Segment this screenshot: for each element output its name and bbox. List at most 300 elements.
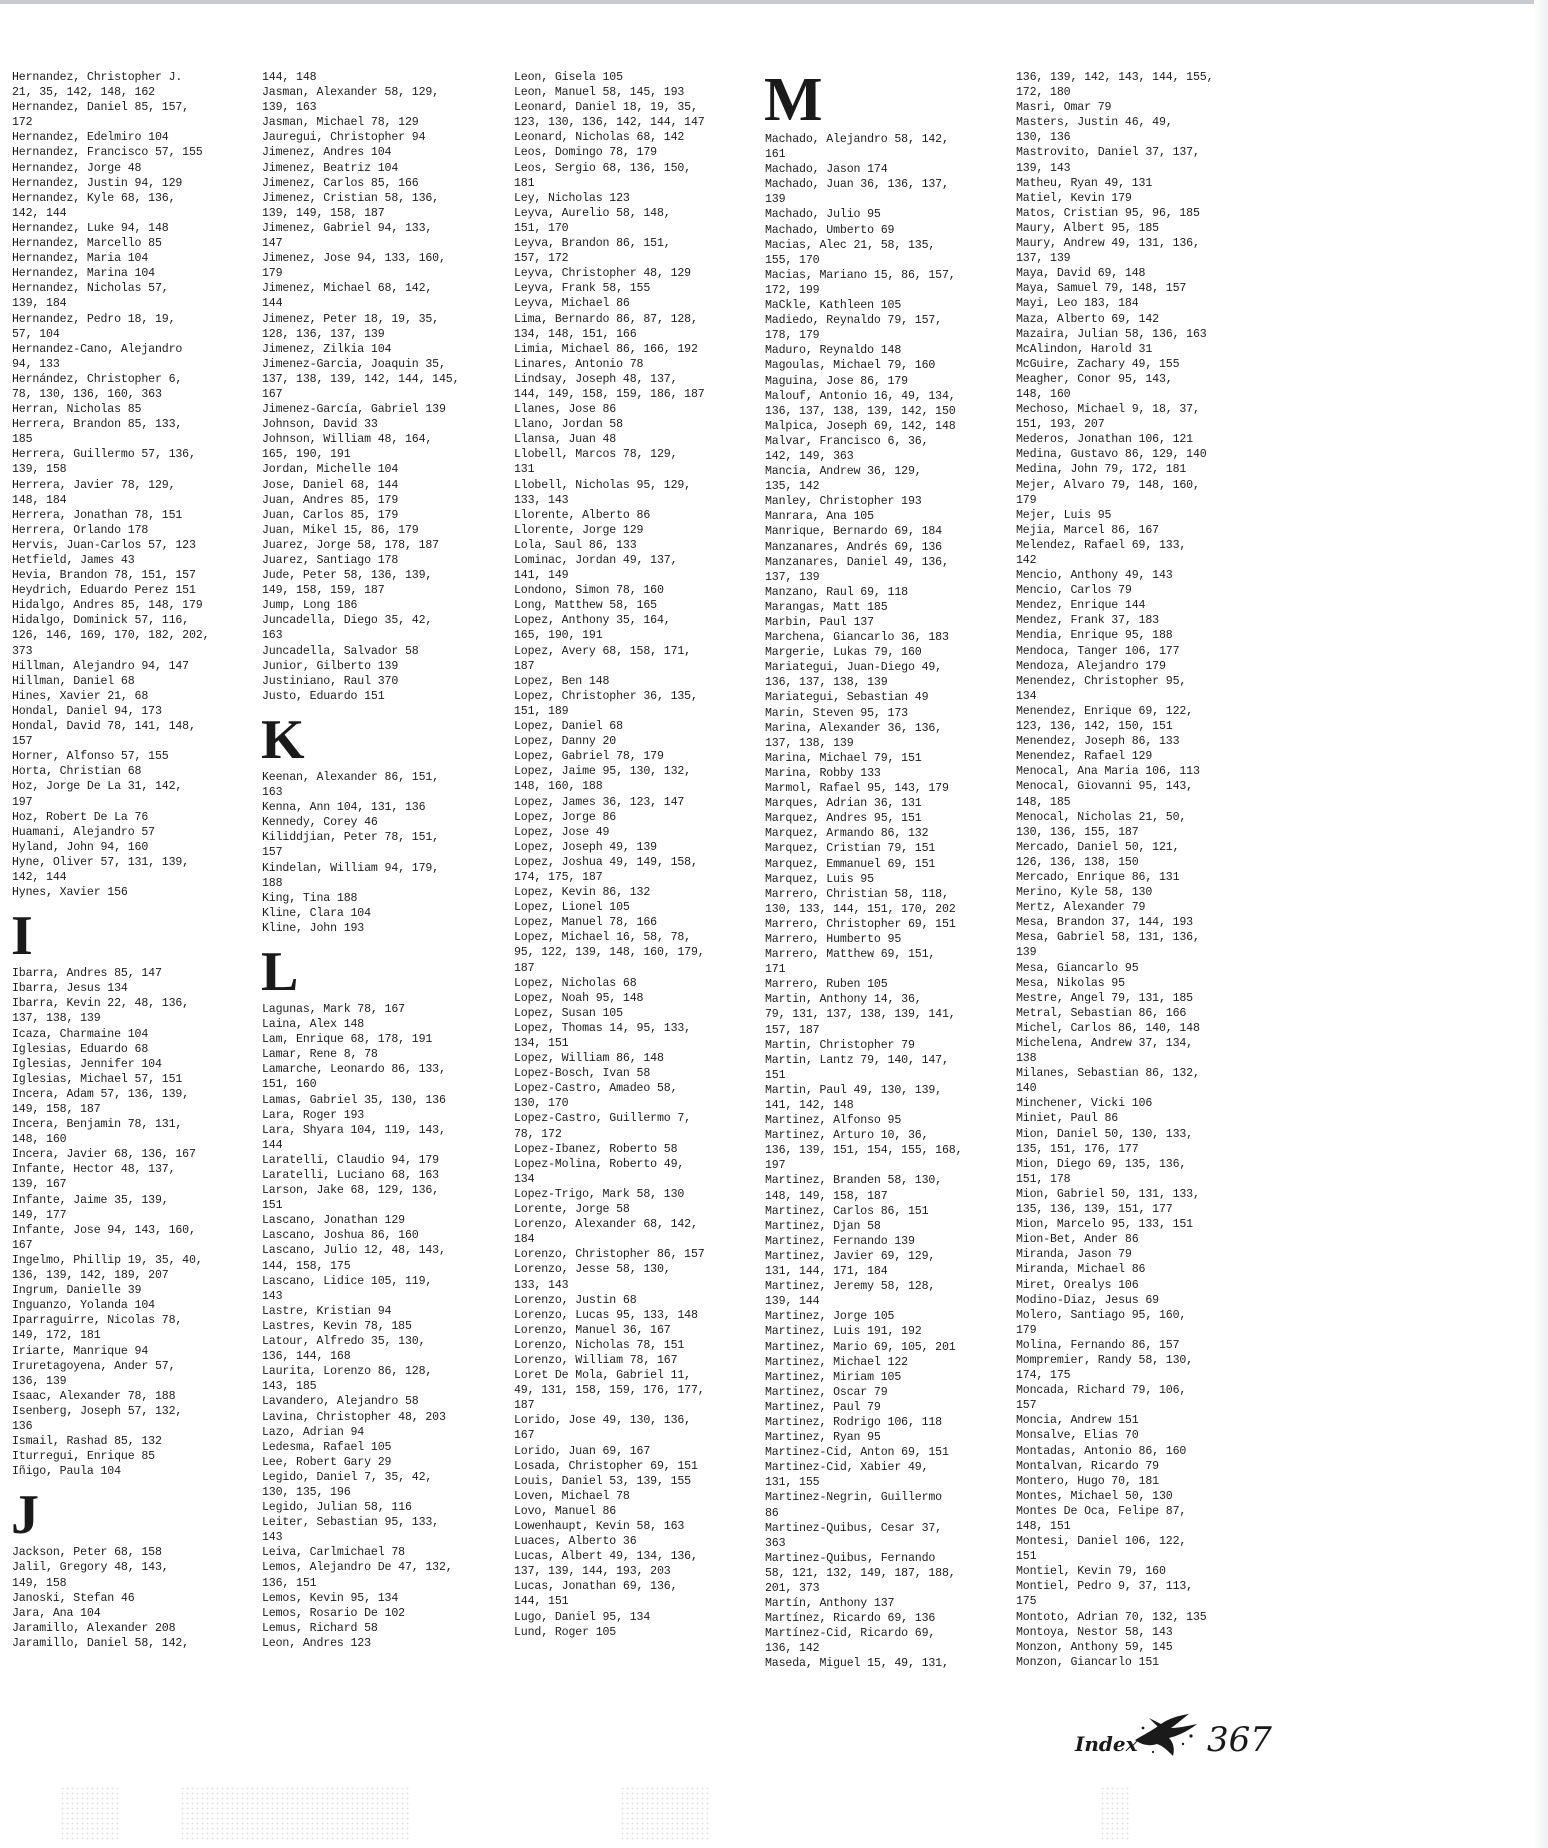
entry-text: Meagher, Conor 95, 143,	[1016, 372, 1173, 386]
entry-continuation: 187	[514, 659, 535, 673]
entry-continuation: 134, 148, 151, 166	[514, 327, 637, 341]
entry-text: Mesa, Gabriel 58, 131, 136,	[1016, 931, 1200, 945]
index-entry	[514, 1247, 752, 1262]
index-entry	[765, 1309, 1003, 1324]
index-entry	[765, 1460, 1003, 1490]
index-entry	[12, 1147, 250, 1162]
entry-continuation: 143	[262, 1531, 283, 1545]
entry-text: Ingelmo, Phillip 19, 35, 40,	[12, 1253, 203, 1267]
index-entry	[1016, 1066, 1254, 1096]
entry-text: Manzanares, Daniel 49, 136,	[765, 555, 949, 569]
index-entry	[262, 1560, 500, 1590]
entry-continuation: 136, 137, 138, 139, 142, 150	[765, 404, 956, 418]
entry-continuation: 139	[1016, 946, 1037, 960]
entry-continuation: 139, 163	[262, 101, 317, 115]
entry-text: Horner, Alfonso 57, 155	[12, 750, 169, 764]
entry-text: Lastres, Kevin 78, 185	[262, 1319, 412, 1333]
entry-text: Mendez, Enrique 144	[1016, 599, 1146, 613]
entry-continuation: 165, 190, 191	[262, 448, 351, 462]
entry-text: Herrera, Guillermo 57, 136,	[12, 448, 196, 462]
entry-text: Marquez, Armando 86, 132	[765, 827, 929, 841]
entry-text: Metral, Sebastian 86, 166	[1016, 1006, 1187, 1020]
entry-text: Isaac, Alexander 78, 188	[12, 1389, 176, 1403]
index-entry	[12, 1072, 250, 1087]
index-entry	[12, 1042, 250, 1057]
index-entry	[12, 1621, 250, 1636]
entry-text: Modino-Diaz, Jesus 69	[1016, 1293, 1159, 1307]
entry-text: Madiedo, Reynaldo 79, 157,	[765, 314, 942, 328]
index-entry	[765, 223, 1003, 238]
index-entry	[12, 553, 250, 568]
index-entry	[514, 1610, 752, 1625]
index-entry	[12, 1223, 250, 1253]
entry-text: Llobell, Marcos 78, 129,	[514, 448, 678, 462]
entry-continuation: 185	[12, 433, 33, 447]
entry-text: Incera, Benjamin 78, 131,	[12, 1118, 183, 1132]
entry-text: Maduro, Reynaldo 148	[765, 344, 902, 358]
entry-text: Montiel, Kevin 79, 160	[1016, 1565, 1166, 1579]
index-entry	[514, 734, 752, 749]
entry-text: Hetfield, James 43	[12, 554, 135, 567]
section-letter-l: L	[261, 940, 299, 1003]
index-entry	[262, 478, 500, 493]
entry-text: Matheu, Ryan 49, 131	[1016, 176, 1153, 190]
index-entry	[514, 1489, 752, 1504]
entry-continuation: 136, 144, 168	[262, 1350, 351, 1364]
entry-text: Leonard, Daniel 18, 19, 35,	[514, 101, 698, 115]
entry-continuation: 139, 149, 158, 187	[262, 206, 385, 220]
entry-text: Hernandez, Pedro 18, 19,	[12, 312, 176, 326]
index-entry	[1016, 1232, 1254, 1247]
entry-text: Jimenez, Cristian 58, 136,	[262, 191, 439, 205]
index-entry	[1016, 1579, 1254, 1609]
entry-text: Lopez-Castro, Guillermo 7,	[514, 1112, 691, 1126]
entry-text: Juan, Carlos 85, 179	[262, 508, 399, 522]
index-entry	[765, 1158, 1003, 1173]
entry-text: Hines, Xavier 21, 68	[12, 689, 149, 703]
entry-continuation: 155, 170	[765, 253, 820, 267]
index-entry	[1016, 478, 1254, 508]
entry-text: Jose, Daniel 68, 144	[262, 478, 399, 492]
index-entry	[12, 508, 250, 523]
entry-text: Marquez, Andres 95, 151	[765, 812, 922, 826]
entry-text: Leyva, Michael 86	[514, 297, 630, 311]
entry-text: Iglesias, Eduardo 68	[12, 1042, 149, 1056]
index-entry	[1016, 885, 1254, 900]
index-entry	[262, 1545, 500, 1560]
entry-text: Hernandez, Marcello 85	[12, 237, 162, 251]
entry-text: Martin, Paul 49, 130, 139,	[765, 1083, 942, 1097]
index-entry	[765, 494, 1003, 509]
entry-continuation: 139	[765, 193, 786, 207]
index-entry	[262, 1108, 500, 1123]
entry-text: Hoz, Robert De La 76	[12, 810, 149, 824]
index-entry	[765, 555, 1003, 585]
index-entry	[1016, 1111, 1254, 1126]
entry-continuation: 157	[12, 735, 33, 749]
entry-continuation: 126, 136, 138, 150	[1016, 855, 1139, 869]
index-entry	[1016, 674, 1254, 704]
entry-text: Hernandez, Marina 104	[12, 267, 155, 281]
index-entry	[262, 493, 500, 508]
index-entry	[765, 1551, 1003, 1581]
index-entry	[262, 1123, 500, 1153]
index-entry	[1016, 1413, 1254, 1428]
entry-text: Martinez, Michael 122	[765, 1355, 908, 1369]
index-entry	[262, 312, 500, 342]
entry-text: 157, 187	[765, 1023, 820, 1037]
entry-text: Lopez, Christopher 36, 135,	[514, 689, 698, 703]
index-entry	[262, 191, 500, 221]
index-entry	[765, 1626, 1003, 1656]
entry-text: Mesa, Brandon 37, 144, 193	[1016, 916, 1193, 930]
entry-text: Juan, Mikel 15, 86, 179	[262, 523, 419, 537]
entry-text: Jalil, Gregory 48, 143,	[12, 1561, 169, 1575]
index-entry	[514, 810, 752, 825]
index-entry	[765, 1445, 1003, 1460]
entry-continuation: 144	[262, 1138, 283, 1152]
entry-text: Mejer, Luis 95	[1016, 508, 1112, 522]
entry-text: Martinez, Arturo 10, 36,	[765, 1129, 929, 1143]
index-entry	[262, 432, 500, 462]
entry-text: Marrero, Matthew 69, 151,	[765, 948, 936, 962]
entry-text: Malouf, Antonio 16, 49, 134,	[765, 389, 956, 403]
index-entry	[765, 1490, 1003, 1520]
index-entry	[765, 781, 1003, 796]
entry-continuation: 143	[262, 1289, 283, 1303]
entry-text: Ley, Nicholas 123	[514, 191, 630, 205]
entry-continuation: 178, 179	[765, 329, 820, 343]
index-entry	[1016, 327, 1254, 342]
entry-text: Keenan, Alexander 86, 151,	[262, 770, 439, 784]
entry-text: Leon, Gisela 105	[514, 71, 623, 84]
index-entry	[262, 674, 500, 689]
entry-text: Juarez, Jorge 58, 178, 187	[262, 538, 439, 552]
entry-text: Lovo, Manuel 86	[514, 1504, 617, 1518]
entry-continuation: 197	[12, 795, 33, 809]
index-entry	[514, 644, 752, 674]
entry-text: Llansa, Juan 48	[514, 433, 617, 447]
index-entry	[765, 1656, 1003, 1671]
entry-text: Hernandez, Nicholas 57,	[12, 282, 169, 296]
entry-text: Montesi, Daniel 106, 122,	[1016, 1535, 1187, 1549]
entry-text: Infante, Jaime 35, 139,	[12, 1193, 169, 1207]
entry-text: Menendez, Joseph 86, 133	[1016, 735, 1180, 749]
index-entry	[514, 357, 752, 372]
entry-continuation: 131, 144, 171, 184	[765, 1265, 888, 1279]
entry-text: 144, 148	[262, 71, 317, 84]
entry-continuation: 179	[1016, 493, 1037, 507]
entry-text: Mendia, Enrique 95, 188	[1016, 629, 1173, 643]
entry-text: Lorido, Jose 49, 130, 136,	[514, 1414, 691, 1428]
entry-text: Leon, Andres 123	[262, 1636, 371, 1650]
entry-text: Lucas, Albert 49, 134, 136,	[514, 1550, 698, 1564]
index-entry	[514, 1549, 752, 1579]
index-entry	[12, 825, 250, 840]
index-entry	[262, 1440, 500, 1455]
entry-text: Jaramillo, Alexander 208	[12, 1621, 176, 1635]
entry-text: Machado, Juan 36, 136, 137,	[765, 178, 949, 192]
index-entry	[12, 130, 250, 145]
entry-continuation: 151, 160	[262, 1078, 317, 1092]
index-entry	[1016, 1353, 1254, 1383]
entry-text: Marrero, Ruben 105	[765, 978, 888, 992]
entry-text: Iruretagoyena, Ander 57,	[12, 1359, 176, 1373]
entry-text: Marina, Michael 79, 151	[765, 751, 922, 765]
index-entry	[514, 1413, 752, 1443]
entry-continuation: 175	[1016, 1595, 1037, 1609]
entry-continuation: 138	[1016, 1052, 1037, 1066]
entry-text: Mejia, Marcel 86, 167	[1016, 523, 1159, 537]
entry-continuation: 133, 143	[514, 493, 569, 507]
entry-text: Machado, Julio 95	[765, 208, 881, 222]
entry-text: Jimenez, Beatriz 104	[262, 161, 399, 175]
index-entry	[12, 523, 250, 538]
entry-text: Martinez, Branden 58, 130,	[765, 1174, 942, 1188]
entry-continuation: 174, 175, 187	[514, 870, 603, 884]
entry-text: Manzano, Raul 69, 118	[765, 585, 908, 599]
entry-continuation: 157	[1016, 1399, 1037, 1413]
index-entry	[765, 706, 1003, 721]
entry-continuation: 149, 158	[12, 1576, 67, 1590]
entry-text: Kline, John 193	[262, 921, 365, 935]
index-entry	[765, 464, 1003, 494]
index-entry	[765, 1219, 1003, 1234]
entry-text: Legido, Julian 58, 116	[262, 1501, 412, 1515]
page-number: 367	[1207, 1720, 1272, 1760]
entry-text: Llano, Jordan 58	[514, 418, 623, 432]
index-entry	[262, 1621, 500, 1636]
index-entry	[514, 1519, 752, 1534]
entry-text: 197	[765, 1159, 786, 1173]
entry-text: Lorenzo, Nicholas 78, 151	[514, 1338, 685, 1352]
index-entry	[514, 719, 752, 734]
entry-continuation: 123, 136, 142, 150, 151	[1016, 720, 1173, 734]
index-entry	[1016, 1534, 1254, 1564]
entry-continuation: 151	[1016, 1550, 1037, 1564]
index-entry	[12, 1404, 250, 1434]
index-entry	[1016, 523, 1254, 538]
index-entry	[765, 1340, 1003, 1355]
entry-continuation: 151, 178	[1016, 1172, 1071, 1186]
index-entry	[1016, 704, 1254, 734]
index-entry	[262, 1168, 500, 1183]
index-entry	[514, 312, 752, 342]
entry-continuation: 130, 136	[1016, 131, 1071, 145]
entry-text: Maury, Andrew 49, 131, 136,	[1016, 237, 1200, 251]
entry-text: Marmol, Rafael 95, 143, 179	[765, 782, 949, 796]
entry-text: Molina, Fernando 86, 157	[1016, 1338, 1180, 1352]
index-entry	[765, 1324, 1003, 1339]
index-entry	[1016, 1444, 1254, 1459]
index-entry	[765, 585, 1003, 600]
entry-text: Linares, Antonio 78	[514, 357, 644, 371]
entry-continuation: 149, 172, 181	[12, 1329, 101, 1343]
index-entry	[514, 161, 752, 191]
index-entry	[12, 855, 250, 885]
index-entry	[12, 538, 250, 553]
index-entry	[1016, 1459, 1254, 1474]
index-entry	[765, 419, 1003, 434]
entry-text: Leyva, Frank 58, 155	[514, 282, 651, 296]
entry-text: MaCkle, Kathleen 105	[765, 299, 902, 313]
entry-text: 136, 139, 142, 143, 144, 155,	[1016, 71, 1214, 84]
entry-continuation: 136	[12, 1419, 33, 1433]
entry-text: Mencio, Carlos 79	[1016, 584, 1132, 598]
entry-continuation: 79, 131, 137, 138, 139, 141,	[765, 1008, 956, 1022]
entry-text: Martinez, Paul 79	[765, 1400, 881, 1414]
index-entry	[1016, 312, 1254, 327]
index-entry	[262, 161, 500, 176]
index-entry	[262, 145, 500, 160]
index-entry	[765, 162, 1003, 177]
entry-text: Menocal, Nicholas 21, 50,	[1016, 810, 1187, 824]
index-entry	[1016, 1383, 1254, 1413]
entry-text: Herrera, Jonathan 78, 151	[12, 508, 183, 522]
index-entry	[765, 1415, 1003, 1430]
entry-text: Mariategui, Juan-Diego 49,	[765, 661, 942, 675]
entry-continuation: 149, 158, 187	[12, 1103, 101, 1116]
entry-text: Leiter, Sebastian 95, 133,	[262, 1516, 439, 1530]
entry-continuation: 149, 158, 159, 187	[262, 584, 385, 598]
index-entry	[12, 236, 250, 251]
index-entry	[262, 387, 500, 402]
index-entry	[514, 1474, 752, 1489]
entry-text: Lindsay, Joseph 48, 137,	[514, 372, 678, 386]
entry-text: Hyland, John 94, 160	[12, 840, 149, 854]
index-entry	[12, 674, 250, 689]
entry-text: Lemos, Kevin 95, 134	[262, 1591, 399, 1605]
entry-text: Hidalgo, Andres 85, 148, 179	[12, 599, 203, 613]
index-entry	[12, 100, 250, 130]
entry-continuation: 21, 35, 142, 148, 162	[12, 86, 155, 100]
entry-text: Martinez, Miriam 105	[765, 1370, 902, 1384]
entry-text: Lopez, Anthony 35, 164,	[514, 614, 671, 628]
index-entry	[514, 991, 752, 1006]
entry-text: Lopez, Jaime 95, 130, 132,	[514, 765, 691, 779]
entry-text: Lopez-Trigo, Mark 58, 130	[514, 1187, 685, 1201]
entry-text: Menendez, Enrique 69, 122,	[1016, 704, 1193, 718]
index-entry	[765, 645, 1003, 660]
index-entry	[1016, 598, 1254, 613]
entry-continuation: 157	[262, 846, 283, 860]
index-entry	[765, 1370, 1003, 1385]
index-entry	[262, 1017, 500, 1032]
entry-text: Mertz, Alexander 79	[1016, 901, 1146, 915]
index-entry	[765, 524, 1003, 539]
entry-text: Laurita, Lorenzo 86, 128,	[262, 1365, 433, 1379]
entry-text: Lorenzo, William 78, 167	[514, 1353, 678, 1367]
index-entry	[262, 1032, 500, 1047]
index-entry	[1016, 221, 1254, 236]
index-entry	[514, 1111, 752, 1141]
index-entry	[12, 613, 250, 643]
entry-text: Laina, Alex 148	[262, 1018, 365, 1032]
entry-text: Magoulas, Michael 79, 160	[765, 359, 936, 373]
index-entry	[12, 1434, 250, 1449]
index-entry	[765, 358, 1003, 373]
entry-text: Lopez, Danny 20	[514, 735, 617, 749]
entry-continuation: 136, 142	[765, 1642, 820, 1656]
entry-continuation: 161	[765, 148, 786, 162]
index-entry	[1016, 1157, 1254, 1187]
entry-continuation: 57, 104	[12, 327, 60, 341]
index-entry	[1016, 176, 1254, 191]
entry-text: Lorenzo, Lucas 95, 133, 148	[514, 1308, 698, 1322]
entry-continuation: 139, 158	[12, 463, 67, 477]
index-entry	[12, 764, 250, 779]
entry-text: Jasman, Michael 78, 129	[262, 116, 419, 130]
index-entry	[1016, 991, 1254, 1006]
entry-text: Martinez, Jorge 105	[765, 1310, 895, 1324]
index-entry	[12, 966, 250, 981]
index-entry	[1016, 915, 1254, 930]
index-entry	[765, 917, 1003, 932]
entry-text: Marquez, Emmanuel 69, 151	[765, 857, 936, 871]
entry-text: Machado, Jason 174	[765, 163, 888, 177]
entry-text: Masters, Justin 46, 49,	[1016, 116, 1173, 130]
entry-text: Lorenzo, Manuel 36, 167	[514, 1323, 671, 1337]
index-entry	[514, 296, 752, 311]
entry-text: Machado, Alejandro 58, 142,	[765, 133, 949, 146]
entry-text: Lopez, Kevin 86, 132	[514, 886, 651, 900]
entry-continuation: 130, 135, 196	[262, 1485, 351, 1499]
entry-text: Huamani, Alejandro 57	[12, 825, 155, 839]
entry-text: Jimenez, Gabriel 94, 133,	[262, 221, 433, 235]
index-entry	[765, 1611, 1003, 1626]
section-letter-m: M	[764, 66, 823, 134]
entry-text: Lopez, William 86, 148	[514, 1052, 664, 1066]
index-entry	[765, 977, 1003, 992]
index-column-1	[12, 70, 250, 1651]
index-entry	[765, 872, 1003, 887]
entry-continuation: 148, 185	[1016, 795, 1071, 809]
index-entry	[514, 447, 752, 477]
entry-text: Lascano, Joshua 86, 160	[262, 1229, 419, 1243]
index-entry	[262, 1515, 500, 1545]
entry-text: Hondal, Daniel 94, 173	[12, 704, 162, 718]
entry-text: Mestre, Angel 79, 131, 185	[1016, 991, 1193, 1005]
entry-text: Martínez, Ricardo 69, 136	[765, 1612, 936, 1626]
entry-continuation: 167	[12, 1238, 33, 1252]
index-entry	[12, 1162, 250, 1192]
section-letter-i: I	[11, 905, 33, 968]
index-entry	[514, 674, 752, 689]
entry-text: Leos, Domingo 78, 179	[514, 146, 657, 160]
entry-text: Lemus, Richard 58	[262, 1621, 378, 1635]
index-entry	[1016, 1262, 1254, 1277]
index-entry	[514, 1006, 752, 1021]
index-entry	[12, 1606, 250, 1621]
index-entry	[262, 644, 500, 659]
index-entry	[514, 1081, 752, 1111]
index-entry	[514, 689, 752, 719]
entry-text: Luaces, Alberto 36	[514, 1535, 637, 1549]
entry-text: Margerie, Lukas 79, 160	[765, 646, 922, 660]
index-entry	[514, 885, 752, 900]
entry-text: Milanes, Sebastian 86, 132,	[1016, 1067, 1200, 1081]
entry-text: Lemos, Rosario De 102	[262, 1606, 405, 1620]
index-entry	[12, 312, 250, 342]
entry-text: Maya, Samuel 79, 148, 157	[1016, 282, 1187, 296]
entry-continuation: 135, 151, 176, 177	[1016, 1142, 1139, 1156]
entry-text: King, Tina 188	[262, 891, 358, 905]
index-entry	[514, 281, 752, 296]
entry-text: Lorenzo, Justin 68	[514, 1293, 637, 1307]
index-entry	[514, 1066, 752, 1081]
index-entry	[12, 719, 250, 749]
index-entry	[514, 1368, 752, 1398]
